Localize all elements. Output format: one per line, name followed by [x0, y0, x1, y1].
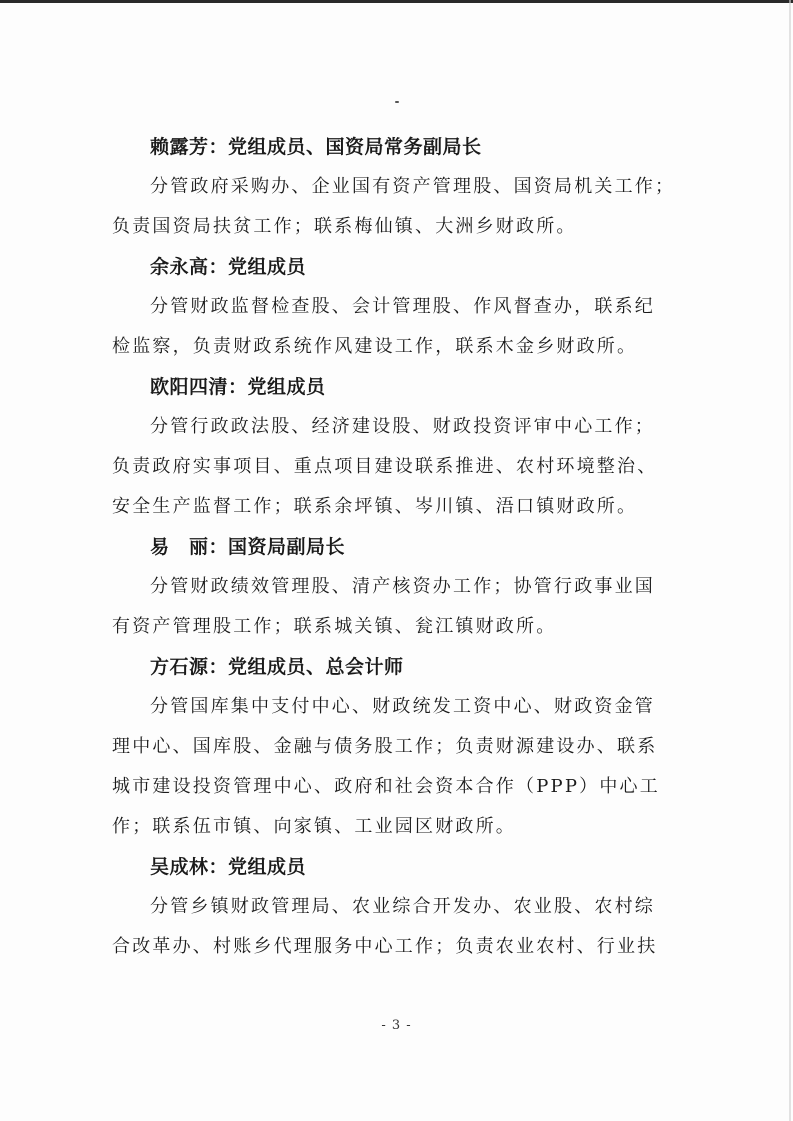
section-heading: 余永高：党组成员: [150, 256, 307, 278]
top-border: [0, 0, 793, 3]
paragraph-line: 城市建设投资管理中心、政府和社会资本合作（PPP）中心工: [112, 776, 660, 797]
paragraph-line: 分管国库集中支付中心、财政统发工资中心、财政资金管: [150, 696, 655, 717]
paragraph-line: 分管行政政法股、经济建设股、财政投资评审中心工作；: [150, 416, 655, 437]
section-paragraph: [112, 167, 676, 247]
page-number: - 3 -: [381, 1018, 412, 1033]
section-paragraph: [112, 287, 672, 367]
section-heading: 易 丽：国资局副局长: [150, 536, 346, 558]
section-paragraph: [112, 687, 672, 847]
paragraph-line: 安全生产监督工作；联系余坪镇、岑川镇、浯口镇财政所。: [112, 496, 638, 517]
paragraph-line: 分管政府采购办、企业国有资产管理股、国资局机关工作；: [150, 176, 676, 197]
document-body: [112, 127, 676, 967]
section-paragraph: [112, 407, 672, 527]
paragraph-line: 合改革办、村账乡代理服务中心工作；负责农业农村、行业扶: [112, 936, 658, 957]
section-paragraph: [112, 887, 672, 967]
paragraph-line: 分管财政监督检查股、会计管理股、作风督查办，联系纪: [150, 296, 655, 317]
scan-edge-shadow: [789, 0, 791, 1121]
section-heading: 赖露芳：党组成员、国资局常务副局长: [150, 136, 482, 158]
section-heading: 欧阳四清：党组成员: [150, 376, 326, 398]
scan-speck: [395, 101, 399, 103]
paragraph-line: 分管乡镇财政管理局、农业综合开发办、农业股、农村综: [150, 896, 655, 917]
paragraph-line: 作；联系伍市镇、向家镇、工业园区财政所。: [112, 816, 516, 837]
paragraph-line: 理中心、国库股、金融与债务股工作；负责财源建设办、联系: [112, 736, 658, 757]
paragraph-line: 负责政府实事项目、重点项目建设联系推进、农村环境整治、: [112, 456, 658, 477]
paragraph-line: 检监察，负责财政系统作风建设工作，联系木金乡财政所。: [112, 336, 638, 357]
paragraph-line: 负责国资局扶贫工作；联系梅仙镇、大洲乡财政所。: [112, 216, 577, 237]
section-heading: 吴成林：党组成员: [150, 856, 307, 878]
paragraph-line: 有资产管理股工作；联系城关镇、瓮江镇财政所。: [112, 616, 557, 637]
paragraph-line: 分管财政绩效管理股、清产核资办工作；协管行政事业国: [150, 576, 655, 597]
section-heading: 方石源：党组成员、总会计师: [150, 656, 404, 678]
section-paragraph: [112, 567, 672, 647]
